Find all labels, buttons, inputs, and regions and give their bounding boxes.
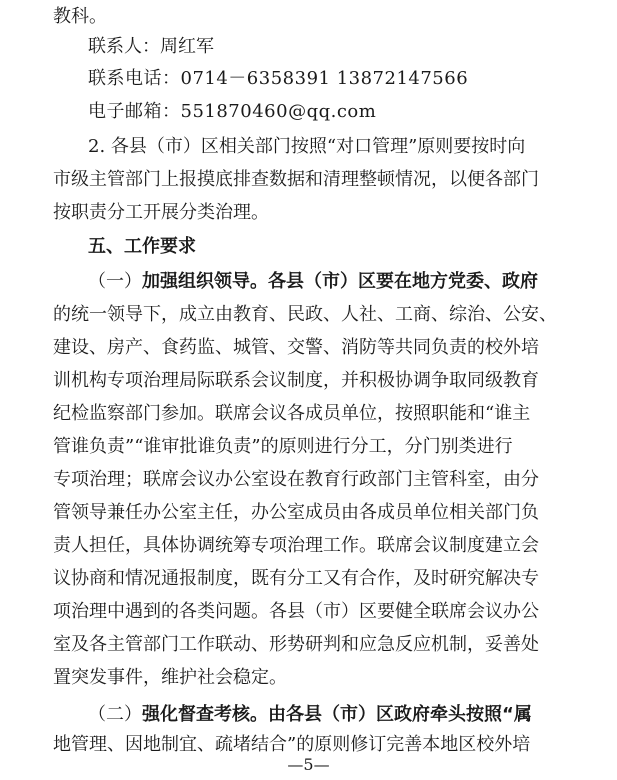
text-line-1: 教科。 bbox=[53, 6, 107, 27]
item-2-line-2: 市级主管部门上报摸底排查数据和清理整顿情况，以便各部门 bbox=[53, 169, 539, 190]
item-2-line-3: 按职责分工开展分类治理。 bbox=[53, 202, 269, 223]
contact-phone: 联系电话：0714－6358391 13872147566 bbox=[88, 68, 469, 89]
sub1-line-13: 置突发事件，维护社会稳定。 bbox=[53, 667, 287, 688]
sub1-text: 加强组织领导。各县（市）区要在地方党委、政府 bbox=[142, 271, 538, 292]
contact-person: 联系人：周红军 bbox=[88, 36, 214, 57]
sub2-line-2: 地管理、因地制宜、疏堵结合”的原则修订完善本地区校外培 bbox=[53, 734, 531, 755]
sub1-line-12: 室及各主管部门工作联动、形势研判和应急反应机制，妥善处 bbox=[53, 634, 539, 655]
sub1-line-11: 项治理中遇到的各类问题。各县（市）区要健全联席会议办公 bbox=[53, 601, 539, 622]
item-2-line-1: 2. 各县（市）区相关部门按照“对口管理”原则要按时向 bbox=[88, 136, 526, 157]
section-heading-work-requirements: 五、工作要求 bbox=[88, 236, 196, 257]
sub1-line-8: 管领导兼任办公室主任，办公室成员由各成员单位相关部门负 bbox=[53, 502, 539, 523]
sub1-line-5: 纪检监察部门参加。联席会议各成员单位，按照职能和“谁主 bbox=[53, 403, 531, 424]
sub2-label: （二） bbox=[88, 704, 142, 725]
contact-email: 电子邮箱：551870460@qq.com bbox=[88, 101, 377, 122]
sub1-line-6: 管谁负责”“谁审批谁负责”的原则进行分工，分门别类进行 bbox=[53, 436, 513, 457]
sub1-label: （一） bbox=[88, 271, 142, 292]
page-number: —5— bbox=[287, 755, 330, 774]
sub1-line-10: 议协商和情况通报制度，既有分工又有合作，及时研究解决专 bbox=[53, 568, 539, 589]
sub2-text: 强化督查考核。由各县（市）区政府牵头按照“属 bbox=[142, 704, 532, 725]
sub1-line-4: 训机构专项治理局际联系会议制度，并积极协调争取同级教育 bbox=[53, 370, 539, 391]
sub1-line-3: 建设、房产、食药监、城管、交警、消防等共同负责的校外培 bbox=[53, 337, 539, 358]
sub1-line-1 bbox=[88, 265, 574, 299]
sub2-line-1 bbox=[88, 698, 574, 732]
sub1-line-9: 责人担任，具体协调统筹专项治理工作。联席会议制度建立会 bbox=[53, 535, 539, 556]
sub1-line-2: 的统一领导下，成立由教育、民政、人社、工商、综治、公安、 bbox=[53, 304, 557, 325]
sub1-line-7: 专项治理；联席会议办公室设在教育行政部门主管科室，由分 bbox=[53, 469, 539, 490]
